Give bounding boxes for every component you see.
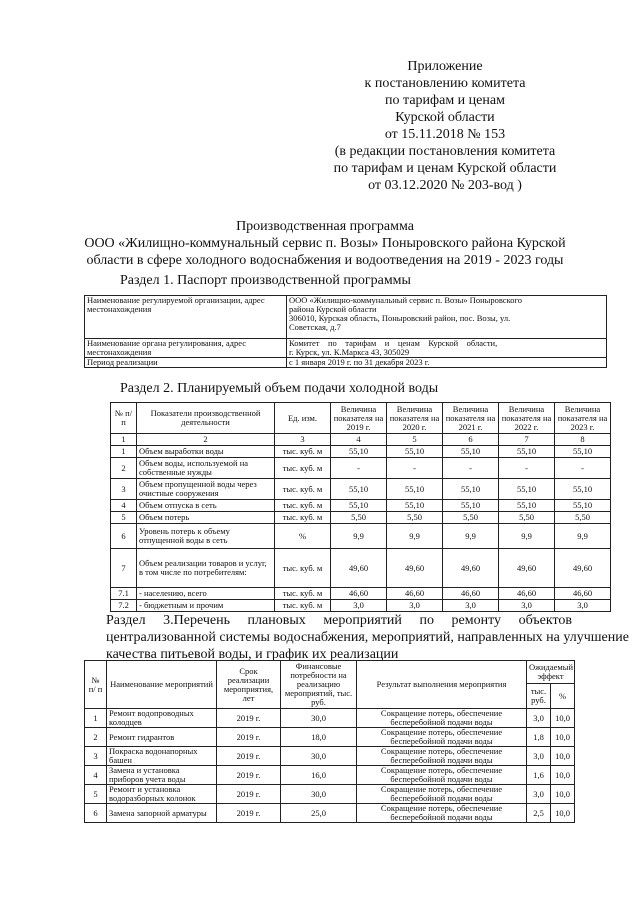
section3-heading-line: Раздел 3.Перечень плановых мероприятий по ремонту объектов xyxy=(106,613,572,628)
appendix-line: (в редакции постановления комитета xyxy=(334,144,556,159)
row-value: - xyxy=(443,458,499,479)
row-unit: тыс. куб. м xyxy=(275,458,331,479)
column-number: 8 xyxy=(555,434,611,446)
water-volume-table xyxy=(110,402,611,612)
header-2019: Величина показателя на 2019 г. xyxy=(331,403,387,434)
row-value: 46,60 xyxy=(331,588,387,600)
measure-cost: 30,0 xyxy=(281,709,357,728)
section1-heading: Раздел 1. Паспорт производственной программы xyxy=(120,273,411,288)
row-value: 5,50 xyxy=(499,512,555,524)
measure-term: 2019 г. xyxy=(217,785,281,804)
program-title xyxy=(40,218,610,269)
measure-effect-pct: 10,0 xyxy=(551,804,575,823)
row-value: 55,10 xyxy=(387,500,443,512)
measure-effect-abs: 1,8 xyxy=(527,728,551,747)
header-2022: Величина показателя на 2022 г. xyxy=(499,403,555,434)
row-unit: тыс. куб. м xyxy=(275,500,331,512)
measure-num: 5 xyxy=(85,785,107,804)
table-row xyxy=(111,512,611,524)
row-value: 5,50 xyxy=(555,512,611,524)
row-value: - xyxy=(555,458,611,479)
row-value: 5,50 xyxy=(443,512,499,524)
measure-effect-abs: 2,5 xyxy=(527,804,551,823)
row-num: 3 xyxy=(111,479,137,500)
row-value: 9,9 xyxy=(555,524,611,549)
measure-result: Сокращение потерь, обеспечение бесперебойной подачи воды xyxy=(357,785,527,804)
row-value: 55,10 xyxy=(331,446,387,458)
passport-table xyxy=(84,295,607,368)
table-row xyxy=(111,524,611,549)
measure-effect-abs: 3,0 xyxy=(527,709,551,728)
measure-result: Сокращение потерь, обеспечение бесперебойной подачи воды xyxy=(357,766,527,785)
row-value: 55,10 xyxy=(443,500,499,512)
passport-value xyxy=(287,358,607,368)
row-value: 49,60 xyxy=(331,549,387,588)
row-unit: тыс. куб. м xyxy=(275,588,331,600)
passport-label: Период реализации xyxy=(85,358,287,368)
row-value: 3,0 xyxy=(555,600,611,612)
header-term: Срок реализации мероприятия, лет xyxy=(217,661,281,709)
table-row xyxy=(85,785,575,804)
header-2020: Величина показателя на 2020 г. xyxy=(387,403,443,434)
row-name: Объем воды, используемой на собственные нужды xyxy=(137,458,275,479)
program-title-line: области в сфере холодного водоснабжения и водоотведения на 2019 - 2023 годы xyxy=(86,253,564,268)
header-name: Наименование мероприятий xyxy=(107,661,217,709)
row-name: - бюджетным и прочим xyxy=(137,600,275,612)
row-value: 55,10 xyxy=(499,446,555,458)
passport-value xyxy=(287,296,607,339)
table-row xyxy=(85,728,575,747)
header-2021: Величина показателя на 2021 г. xyxy=(443,403,499,434)
measures-body xyxy=(85,709,575,823)
row-value: 49,60 xyxy=(387,549,443,588)
passport-value-line: ООО «Жилищно-коммунальный сервис п. Возы» Поныровского xyxy=(289,295,523,305)
row-num: 7.1 xyxy=(111,588,137,600)
row-value: 55,10 xyxy=(555,500,611,512)
column-number: 5 xyxy=(387,434,443,446)
measure-num: 4 xyxy=(85,766,107,785)
row-num: 7 xyxy=(111,549,137,588)
table-row xyxy=(111,458,611,479)
row-value: 55,10 xyxy=(499,500,555,512)
measure-name: Замена запорной арматуры xyxy=(107,804,217,823)
section3-heading-line: централизованной системы водоснабжения, мероприятий, направленных на улучшение xyxy=(106,630,629,645)
measure-num: 1 xyxy=(85,709,107,728)
measures-table xyxy=(84,660,575,823)
passport-label: Наименование регулируемой организации, адрес местонахождения xyxy=(85,296,287,339)
row-value: 55,10 xyxy=(443,446,499,458)
row-value: 5,50 xyxy=(331,512,387,524)
appendix-line: по тарифам и ценам xyxy=(385,93,505,108)
table-row xyxy=(85,339,607,358)
row-unit: тыс. куб. м xyxy=(275,600,331,612)
passport-value xyxy=(287,339,607,358)
measure-result: Сокращение потерь, обеспечение бесперебойной подачи воды xyxy=(357,728,527,747)
table-header-row xyxy=(111,403,611,434)
row-value: 9,9 xyxy=(499,524,555,549)
program-title-line: ООО «Жилищно-коммунальный сервис п. Возы» Поныровского района Курской xyxy=(84,236,566,251)
row-name: - населению, всего xyxy=(137,588,275,600)
measure-name: Ремонт гидрантов xyxy=(107,728,217,747)
row-value: 49,60 xyxy=(499,549,555,588)
header-effect: Ожидаемый эффект xyxy=(527,661,575,684)
measure-term: 2019 г. xyxy=(217,766,281,785)
header-result: Результат выполнения мероприятия xyxy=(357,661,527,709)
row-unit: тыс. куб. м xyxy=(275,512,331,524)
column-number: 3 xyxy=(275,434,331,446)
row-value: - xyxy=(499,458,555,479)
measure-name: Замена и установка приборов учета воды xyxy=(107,766,217,785)
measure-num: 3 xyxy=(85,747,107,766)
row-value: 9,9 xyxy=(331,524,387,549)
table-row xyxy=(111,600,611,612)
row-value: 46,60 xyxy=(443,588,499,600)
column-number: 2 xyxy=(137,434,275,446)
header-num: № п/п xyxy=(111,403,137,434)
header-num: № п/ п xyxy=(85,661,107,709)
section3-heading-line: качества питьевой воды, и график их реализации xyxy=(106,647,399,662)
header-cost: Финансовые потребности на реализацию мероприятий, тыс. руб. xyxy=(281,661,357,709)
header-2023: Величина показателя на 2023 г. xyxy=(555,403,611,434)
passport-label: Наименование органа регулирования, адрес местонахождения xyxy=(85,339,287,358)
column-number: 7 xyxy=(499,434,555,446)
measure-name: Ремонт и установка водоразборных колонок xyxy=(107,785,217,804)
table-row xyxy=(85,358,607,368)
measure-cost: 25,0 xyxy=(281,804,357,823)
row-unit: тыс. куб. м xyxy=(275,549,331,588)
row-value: 49,60 xyxy=(555,549,611,588)
table-row xyxy=(111,479,611,500)
row-value: 5,50 xyxy=(387,512,443,524)
passport-value-line: Советская, д.7 xyxy=(289,322,341,332)
appendix-line: от 15.11.2018 № 153 xyxy=(384,127,506,142)
appendix-line: Курской области xyxy=(395,110,495,125)
measure-cost: 30,0 xyxy=(281,747,357,766)
measure-effect-abs: 1,6 xyxy=(527,766,551,785)
appendix-header xyxy=(300,58,590,194)
header-name: Показатели производственной деятельности xyxy=(137,403,275,434)
table-row xyxy=(85,296,607,339)
row-unit: тыс. куб. м xyxy=(275,446,331,458)
section3-heading xyxy=(106,612,629,663)
water-volume-body xyxy=(111,446,611,612)
row-value: 3,0 xyxy=(443,600,499,612)
table-row xyxy=(85,804,575,823)
row-value: 46,60 xyxy=(555,588,611,600)
row-name: Объем пропущенной воды через очистные сооружения xyxy=(137,479,275,500)
program-title-line: Производственная программа xyxy=(236,219,414,234)
row-unit: тыс. куб. м xyxy=(275,479,331,500)
row-value: 55,10 xyxy=(387,446,443,458)
column-number: 6 xyxy=(443,434,499,446)
appendix-line: от 03.12.2020 № 203-вод ) xyxy=(368,178,522,193)
row-name: Объем отпуска в сеть xyxy=(137,500,275,512)
measure-result: Сокращение потерь, обеспечение бесперебойной подачи воды xyxy=(357,709,527,728)
measure-num: 2 xyxy=(85,728,107,747)
table-row xyxy=(85,766,575,785)
row-value: 55,10 xyxy=(443,479,499,500)
column-number-row xyxy=(111,434,611,446)
row-num: 7.2 xyxy=(111,600,137,612)
row-num: 6 xyxy=(111,524,137,549)
header-effect-abs: тыс. руб. xyxy=(527,684,551,709)
measure-cost: 16,0 xyxy=(281,766,357,785)
appendix-line: к постановлению комитета xyxy=(364,76,526,91)
row-value: 46,60 xyxy=(499,588,555,600)
measure-effect-pct: 10,0 xyxy=(551,766,575,785)
measure-result: Сокращение потерь, обеспечение бесперебойной подачи воды xyxy=(357,747,527,766)
row-num: 2 xyxy=(111,458,137,479)
row-value: 55,10 xyxy=(555,446,611,458)
measure-term: 2019 г. xyxy=(217,804,281,823)
appendix-line: Приложение xyxy=(407,59,483,74)
row-value: - xyxy=(331,458,387,479)
row-value: 3,0 xyxy=(387,600,443,612)
row-value: - xyxy=(387,458,443,479)
measure-name: Ремонт водопроводных колодцев xyxy=(107,709,217,728)
table-row xyxy=(111,500,611,512)
row-value: 9,9 xyxy=(387,524,443,549)
appendix-line: по тарифам и ценам Курской области xyxy=(333,161,557,176)
column-number: 1 xyxy=(111,434,137,446)
table-row xyxy=(85,747,575,766)
row-value: 3,0 xyxy=(331,600,387,612)
measure-effect-abs: 3,0 xyxy=(527,785,551,804)
column-number: 4 xyxy=(331,434,387,446)
row-name: Объем выработки воды xyxy=(137,446,275,458)
row-value: 46,60 xyxy=(387,588,443,600)
measure-effect-pct: 10,0 xyxy=(551,747,575,766)
measure-cost: 30,0 xyxy=(281,785,357,804)
measure-result: Сокращение потерь, обеспечение бесперебойной подачи воды xyxy=(357,804,527,823)
measure-term: 2019 г. xyxy=(217,709,281,728)
row-value: 55,10 xyxy=(331,479,387,500)
header-effect-pct: % xyxy=(551,684,575,709)
measure-num: 6 xyxy=(85,804,107,823)
row-unit: % xyxy=(275,524,331,549)
passport-value-line: района Курской области xyxy=(289,304,377,314)
measure-term: 2019 г. xyxy=(217,728,281,747)
table-row xyxy=(111,549,611,588)
measure-effect-abs: 3,0 xyxy=(527,747,551,766)
row-num: 5 xyxy=(111,512,137,524)
measure-cost: 18,0 xyxy=(281,728,357,747)
table-row xyxy=(111,446,611,458)
passport-value-line: Комитет по тарифам и ценам Курской области, xyxy=(289,338,498,348)
header-unit: Ед. изм. xyxy=(275,403,331,434)
measure-name: Покраска водонапорных башен xyxy=(107,747,217,766)
row-num: 1 xyxy=(111,446,137,458)
measure-effect-pct: 10,0 xyxy=(551,709,575,728)
row-name: Уровень потерь к объему отпущенной воды в сеть xyxy=(137,524,275,549)
measure-effect-pct: 10,0 xyxy=(551,785,575,804)
row-value: 55,10 xyxy=(331,500,387,512)
measure-effect-pct: 10,0 xyxy=(551,728,575,747)
passport-value-line: с 1 января 2019 г. по 31 декабря 2023 г. xyxy=(289,357,430,367)
section2-heading: Раздел 2. Планируемый объем подачи холодной воды xyxy=(120,381,439,396)
row-name: Объем потерь xyxy=(137,512,275,524)
row-value: 9,9 xyxy=(443,524,499,549)
row-value: 55,10 xyxy=(555,479,611,500)
table-header-row xyxy=(85,661,575,684)
row-value: 55,10 xyxy=(499,479,555,500)
row-value: 55,10 xyxy=(387,479,443,500)
row-name: Объем реализации товаров и услуг, в том числе по потребителям: xyxy=(137,549,275,588)
passport-value-line: 306010, Курская область, Поныровский район, пос. Возы, ул. xyxy=(289,313,511,323)
measure-term: 2019 г. xyxy=(217,747,281,766)
row-value: 49,60 xyxy=(443,549,499,588)
table-row xyxy=(111,588,611,600)
table-row xyxy=(85,709,575,728)
passport-value-line: г. Курск, ул. К.Маркса 43, 305029 xyxy=(289,347,410,357)
row-value: 3,0 xyxy=(499,600,555,612)
row-num: 4 xyxy=(111,500,137,512)
